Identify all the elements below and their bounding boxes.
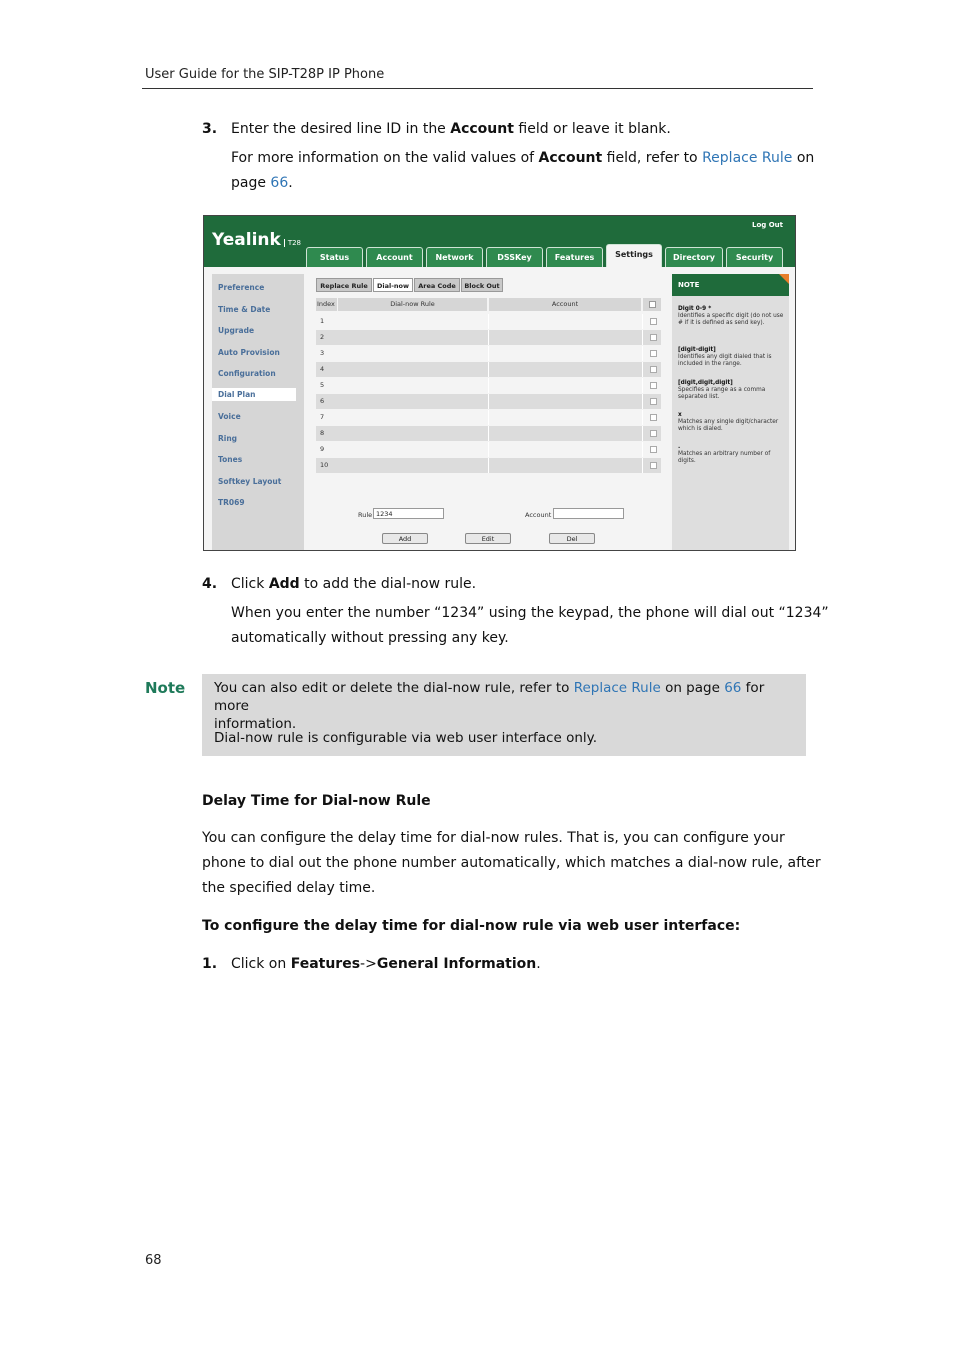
- dial-plan-panel: [308, 272, 666, 550]
- sidebar-item-tr069[interactable]: TR069: [218, 498, 245, 507]
- section-para-line2: phone to dial out the phone number automatically, which matches a dial-now rule, after: [202, 855, 821, 871]
- step-1-number: 1.: [202, 956, 218, 972]
- table-row: 4: [316, 362, 661, 377]
- web-ui-screenshot: [203, 215, 796, 551]
- row-checkbox[interactable]: [650, 350, 657, 357]
- table-row: 7: [316, 410, 661, 425]
- subtab-dial-now[interactable]: Dial-now: [373, 278, 413, 292]
- header-rule: [142, 88, 813, 89]
- table-row: 8: [316, 426, 661, 441]
- step-3-info-line2: page 66.: [231, 175, 293, 191]
- table-row: 5: [316, 378, 661, 393]
- tab-network[interactable]: Network: [426, 247, 483, 267]
- row-checkbox[interactable]: [650, 334, 657, 341]
- note-item: Digit 0-9 * Identifies a specific digit (do not use # if it is defined as send key).: [678, 306, 784, 326]
- row-checkbox[interactable]: [650, 398, 657, 405]
- note-box: [202, 674, 806, 756]
- sidebar-item-auto-provision[interactable]: Auto Provision: [218, 348, 280, 357]
- col-account: Account: [489, 298, 641, 311]
- section-heading: Delay Time for Dial-now Rule: [202, 793, 431, 809]
- tab-account[interactable]: Account: [366, 247, 423, 267]
- sidebar-item-voice[interactable]: Voice: [218, 412, 241, 421]
- step-4-detail-line1: When you enter the number “1234” using the keypad, the phone will dial out “1234”: [231, 605, 829, 621]
- edit-button[interactable]: Edit: [465, 533, 511, 544]
- account-input[interactable]: [553, 508, 624, 519]
- tab-features[interactable]: Features: [546, 247, 603, 267]
- note-item: . Matches an arbitrary number of digits.: [678, 444, 771, 464]
- step-1-text: Click on Features->General Information.: [231, 956, 541, 972]
- note-label: Note: [145, 679, 186, 697]
- row-checkbox[interactable]: [650, 462, 657, 469]
- note-corner-icon: [779, 274, 789, 284]
- running-header: User Guide for the SIP-T28P IP Phone: [145, 67, 385, 82]
- select-all-checkbox[interactable]: [649, 301, 656, 308]
- note-item: [digit-digit] Identifies any digit dialed that is included in the range.: [678, 347, 772, 367]
- sidebar-item-softkey-layout[interactable]: Softkey Layout: [218, 477, 282, 486]
- rule-label: Rule: [358, 511, 373, 519]
- table-row: 9: [316, 442, 661, 457]
- col-dial-now-rule: Dial-now Rule: [338, 298, 487, 311]
- row-checkbox[interactable]: [650, 318, 657, 325]
- row-checkbox[interactable]: [650, 430, 657, 437]
- section-para-line3: the specified delay time.: [202, 880, 376, 896]
- table-row: 3: [316, 346, 661, 361]
- note-paragraph-2: Dial-now rule is configurable via web user interface only.: [214, 730, 597, 746]
- row-checkbox[interactable]: [650, 446, 657, 453]
- col-select-all: [643, 298, 661, 311]
- tab-directory[interactable]: Directory: [665, 247, 723, 267]
- step-4-number: 4.: [202, 576, 218, 592]
- del-button[interactable]: Del: [549, 533, 595, 544]
- rule-input[interactable]: 1234: [373, 508, 444, 519]
- table-row: 1: [316, 314, 661, 329]
- replace-rule-link[interactable]: Replace Rule: [702, 150, 793, 166]
- step-3-info-line1: For more information on the valid values of Account field, refer to Replace Rule on: [231, 150, 815, 166]
- logout-link[interactable]: Log Out: [752, 221, 783, 229]
- step-3-text: Enter the desired line ID in the Account field or leave it blank.: [231, 121, 671, 137]
- replace-rule-link[interactable]: Replace Rule: [573, 680, 661, 696]
- account-label: Account: [525, 511, 552, 519]
- add-button[interactable]: Add: [382, 533, 428, 544]
- step-4-text: Click Add to add the dial-now rule.: [231, 576, 477, 592]
- table-row: 10: [316, 458, 661, 473]
- subtab-replace-rule[interactable]: Replace Rule: [316, 278, 372, 292]
- sidebar-item-ring[interactable]: Ring: [218, 434, 238, 443]
- note-title: NOTE: [672, 274, 789, 296]
- note-item: [digit,digit,digit] Specifies a range as a comma separated list.: [678, 380, 766, 400]
- step-4-detail-line2: automatically without pressing any key.: [231, 630, 509, 646]
- row-checkbox[interactable]: [650, 414, 657, 421]
- procedure-heading: To configure the delay time for dial-now rule via web user interface:: [202, 918, 741, 934]
- sidebar-item-tones[interactable]: Tones: [218, 455, 243, 464]
- sidebar-item-configuration[interactable]: Configuration: [218, 369, 276, 378]
- note-item: x Matches any single digit/character which is dialed.: [678, 412, 779, 432]
- note-pane: [672, 274, 789, 550]
- step-3-number: 3.: [202, 121, 218, 137]
- col-index: Index: [316, 298, 337, 311]
- subtab-block-out[interactable]: Block Out: [461, 278, 503, 292]
- table-row: 6: [316, 394, 661, 409]
- tab-status[interactable]: Status: [306, 247, 363, 267]
- sidebar-item-time-date[interactable]: Time & Date: [218, 305, 271, 314]
- tab-dsskey[interactable]: DSSKey: [486, 247, 543, 267]
- page-66-link[interactable]: 66: [724, 680, 742, 696]
- page-66-link[interactable]: 66: [270, 175, 289, 191]
- sidebar-item-upgrade[interactable]: Upgrade: [218, 326, 255, 335]
- sidebar-item-dial-plan[interactable]: Dial Plan: [212, 388, 296, 401]
- subtab-area-code[interactable]: Area Code: [414, 278, 460, 292]
- row-checkbox[interactable]: [650, 382, 657, 389]
- page-number: 68: [145, 1253, 162, 1268]
- section-para-line1: You can configure the delay time for dial-now rules. That is, you can configure your: [202, 830, 785, 846]
- note-paragraph-1: You can also edit or delete the dial-now rule, refer to Replace Rule on page 66 for more information.: [214, 680, 765, 732]
- sidebar-item-preference[interactable]: Preference: [218, 283, 265, 292]
- table-row: 2: [316, 330, 661, 345]
- row-checkbox[interactable]: [650, 366, 657, 373]
- yealink-logo: Yealink T28: [212, 230, 302, 250]
- tab-settings[interactable]: Settings: [606, 244, 662, 267]
- tab-security[interactable]: Security: [726, 247, 783, 267]
